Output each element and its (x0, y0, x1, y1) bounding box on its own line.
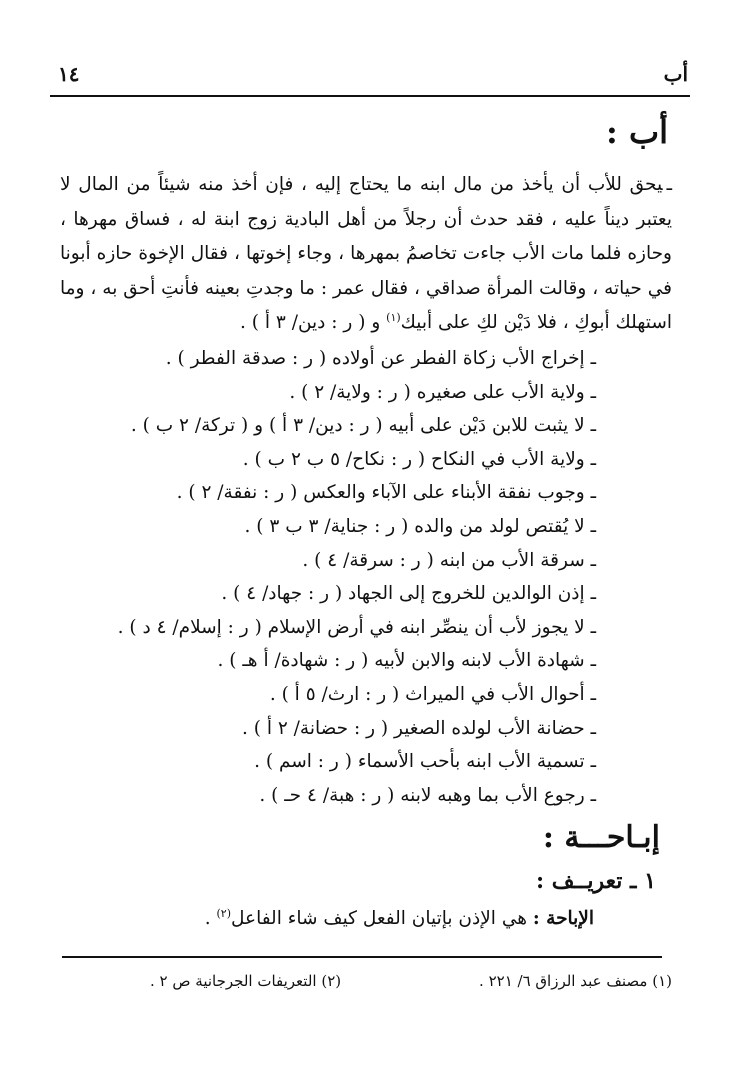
definition-term: الإباحة : (532, 908, 594, 929)
subheading-definition: ١ ـ تعريــف : (535, 868, 656, 894)
list-item: ـ سرقة الأب من ابنه ( ر : سرقة/ ٤ ) . (302, 549, 596, 571)
page-number: ١٤ (58, 62, 80, 86)
footnotes (150, 972, 672, 990)
footnote-divider (62, 956, 662, 958)
cross-reference-list (56, 342, 596, 812)
footnote-marker-1[interactable]: (١) (386, 310, 401, 324)
paragraph-text: يحق للأب أن يأخذ من مال ابنه ما يحتاج إليه ، فإن أخذ منه شيئاً من المال لا يعتبر ديناً عليه ، فقد حدث أن رجلاً من أهل البادية زوج ابنة له ، فساق مهرها ، وحازه فلما مات الأب جاءت تخاصمُ بمهرها ، وجاء إخوتها ، فقال الإخوة حازه أبونا في حياته ، وقالت المرأة صداقي ، فقال عمر : ما وجدتِ بعينه فأنتِ أحق به ، وما استهلك أبوكِ ، فلا دَيْن لكِ على أبيك (60, 174, 672, 333)
list-item: ـ ولاية الأب في النكاح ( ر : نكاح/ ٥ ب ٢ ب ) . (242, 448, 596, 470)
header-divider (50, 95, 690, 97)
list-item: ـ لا يجوز لأب أن ينصِّر ابنه في أرض الإسلام ( ر : إسلام/ ٤ د ) . (117, 616, 596, 638)
definition-text: هي الإذن بإتيان الفعل كيف شاء الفاعل (231, 908, 527, 929)
footnote-2: (٢) التعريفات الجرجانية ص ٢ . (150, 972, 342, 990)
list-item: ـ تسمية الأب ابنه بأحب الأسماء ( ر : اسم ) . (254, 751, 596, 773)
list-item: ـ أحوال الأب في الميراث ( ر : ارث/ ٥ أ ) . (269, 683, 596, 705)
list-item: ـ وجوب نفقة الأبناء على الآباء والعكس ( ر : نفقة/ ٢ ) . (176, 482, 596, 504)
list-item: ـ شهادة الأب لابنه والابن لأبيه ( ر : شهادة/ أ هـ ) . (217, 650, 596, 672)
running-header (40, 62, 696, 88)
running-title: أب (663, 62, 688, 86)
entry-heading-ab: أب : (606, 113, 668, 151)
list-item: ـ إخراج الأب زكاة الفطر عن أولاده ( ر : صدقة الفطر ) . (165, 348, 596, 369)
footnote-marker-2[interactable]: (٢) (216, 906, 232, 920)
list-item: ـ حضانة الأب لولده الصغير ( ر : حضانة/ ٢ أ ) . (241, 717, 596, 739)
list-item: ـ ولاية الأب على صغيره ( ر : ولاية/ ٢ ) . (289, 381, 596, 403)
entry-paragraph (60, 168, 672, 341)
paragraph-reference: و ( ر : دين/ ٣ أ ) . (240, 312, 381, 333)
footnote-1: (١) مصنف عبد الرزاق ٦/ ٢٢١ . (479, 972, 672, 990)
list-item: ـ إذن الوالدين للخروج إلى الجهاد ( ر : جهاد/ ٤ ) . (221, 583, 596, 605)
list-item: ـ رجوع الأب بما وهبه لابنه ( ر : هبة/ ٤ حـ ) . (259, 784, 596, 806)
paragraph-dash: ـ (666, 174, 672, 195)
definition-end: . (204, 908, 211, 929)
definition-line (205, 908, 594, 929)
list-item: ـ لا يثبت للابن دَيْن على أبيه ( ر : دين/ ٣ أ ) و ( تركة/ ٢ ب ) . (130, 415, 596, 437)
entry-heading-ibaha: إبـاحـــة : (542, 820, 660, 855)
list-item: ـ لا يُقتص لولد من والده ( ر : جناية/ ٣ ب ٣ ) . (244, 515, 596, 537)
